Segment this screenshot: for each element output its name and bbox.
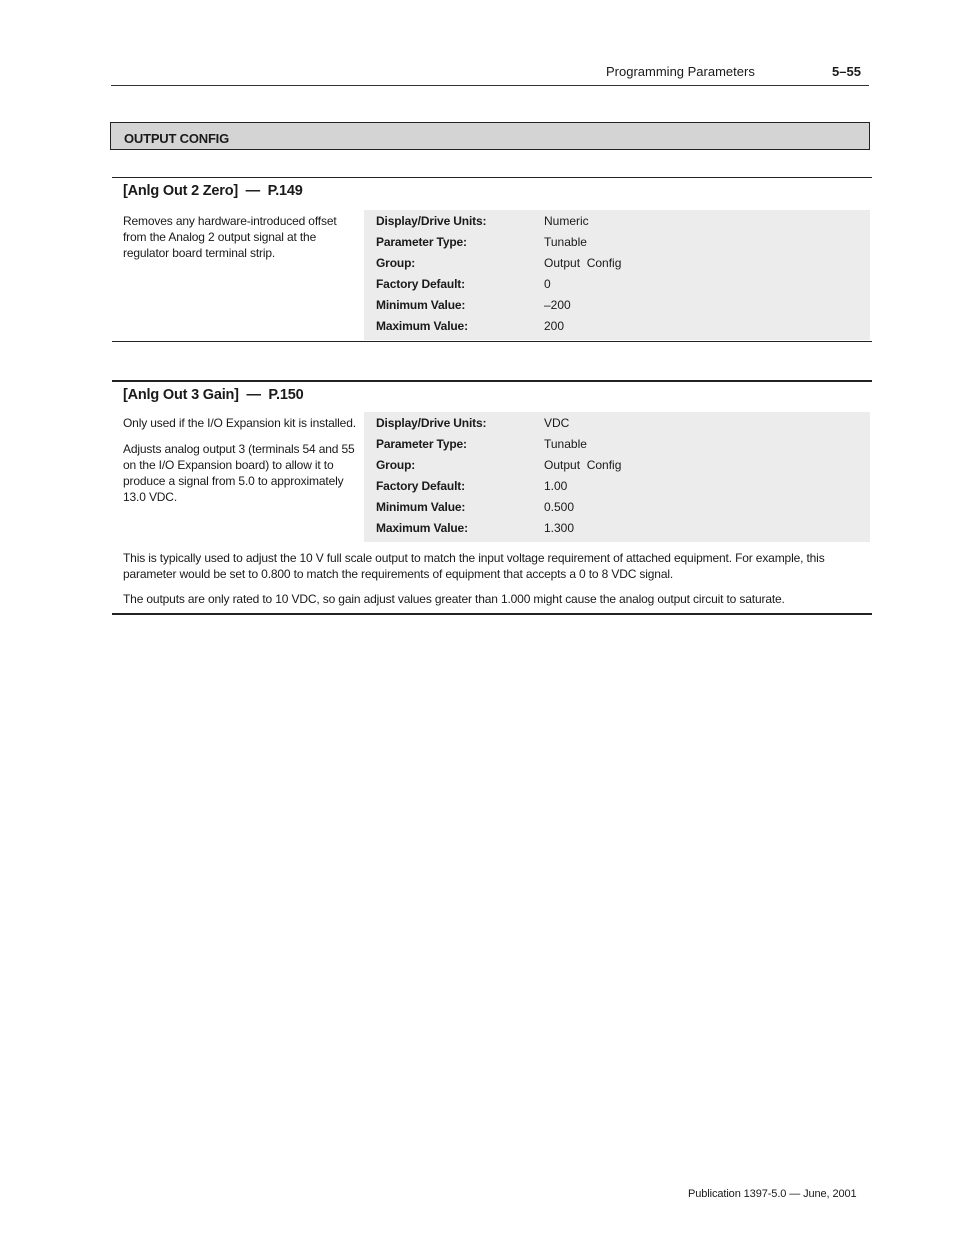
- spec-row: [364, 517, 870, 538]
- spec-row: [364, 231, 870, 252]
- parameter-title: [Anlg Out 3 Gain] — P.150: [123, 387, 304, 403]
- running-header-title: Programming Parameters: [606, 64, 755, 79]
- parameter-bottom-rule: [112, 341, 872, 342]
- parameter-spec-table: [364, 210, 870, 340]
- spec-label: Display/Drive Units:: [376, 416, 487, 430]
- spec-row: [364, 454, 870, 475]
- spec-row: [364, 496, 870, 517]
- spec-value: Numeric: [544, 214, 589, 228]
- parameter-spec-table: [364, 412, 870, 542]
- note-paragraph: This is typically used to adjust the 10 V full scale output to match the input voltage requirement of attached equipment. For example, this parameter would be set to 0.800 to match the requirements of equipment that accepts a 0 to 8 VDC signal.: [123, 551, 825, 581]
- parameter-description: [123, 213, 359, 271]
- spec-label: Display/Drive Units:: [376, 214, 487, 228]
- spec-label: Group:: [376, 458, 416, 472]
- spec-label: Minimum Value:: [376, 500, 466, 514]
- spec-label: Factory Default:: [376, 277, 465, 291]
- spec-value: 0: [544, 277, 551, 291]
- spec-label: Parameter Type:: [376, 437, 467, 451]
- spec-value: 1.00: [544, 479, 568, 493]
- spec-value: 0.500: [544, 500, 575, 514]
- header-rule: [111, 85, 869, 86]
- spec-row: [364, 475, 870, 496]
- spec-row: [364, 273, 870, 294]
- spec-label: Factory Default:: [376, 479, 465, 493]
- spec-value: 1.300: [544, 521, 575, 535]
- spec-row: [364, 252, 870, 273]
- description-paragraph: Adjusts analog output 3 (terminals 54 and 55 on the I/O Expansion board) to allow it to produce a signal from 5.0 to approximately 13.0 VDC.: [123, 442, 355, 504]
- note-paragraph: The outputs are only rated to 10 VDC, so gain adjust values greater than 1.000 might cause the analog output circuit to saturate.: [123, 592, 785, 606]
- page-number: 5–55: [832, 64, 861, 79]
- spec-row: [364, 412, 870, 433]
- description-paragraph: Only used if the I/O Expansion kit is installed.: [123, 416, 356, 430]
- parameter-bottom-rule: [112, 613, 872, 615]
- spec-label: Parameter Type:: [376, 235, 467, 249]
- spec-value: Tunable: [544, 437, 587, 451]
- parameter-description: [123, 415, 359, 515]
- spec-row: [364, 210, 870, 231]
- spec-value: VDC: [544, 416, 570, 430]
- spec-row: [364, 315, 870, 336]
- parameter-title: [Anlg Out 2 Zero] — P.149: [123, 183, 303, 199]
- spec-value: Output Config: [544, 256, 622, 270]
- spec-row: [364, 294, 870, 315]
- spec-value: 200: [544, 319, 565, 333]
- spec-label: Minimum Value:: [376, 298, 466, 312]
- description-paragraph: Removes any hardware-introduced offset from the Analog 2 output signal at the regulator board terminal strip.: [123, 214, 337, 260]
- parameter-notes: [123, 550, 853, 616]
- spec-label: Group:: [376, 256, 416, 270]
- section-heading: OUTPUT CONFIG: [124, 131, 230, 146]
- spec-label: Maximum Value:: [376, 521, 468, 535]
- section-heading-bar: [110, 122, 870, 150]
- spec-value: Tunable: [544, 235, 587, 249]
- spec-row: [364, 433, 870, 454]
- spec-label: Maximum Value:: [376, 319, 468, 333]
- parameter-top-rule: [112, 380, 872, 382]
- parameter-top-rule: [112, 177, 872, 178]
- spec-value: –200: [544, 298, 571, 312]
- publication-footer: Publication 1397-5.0 — June, 2001: [688, 1188, 857, 1200]
- spec-value: Output Config: [544, 458, 622, 472]
